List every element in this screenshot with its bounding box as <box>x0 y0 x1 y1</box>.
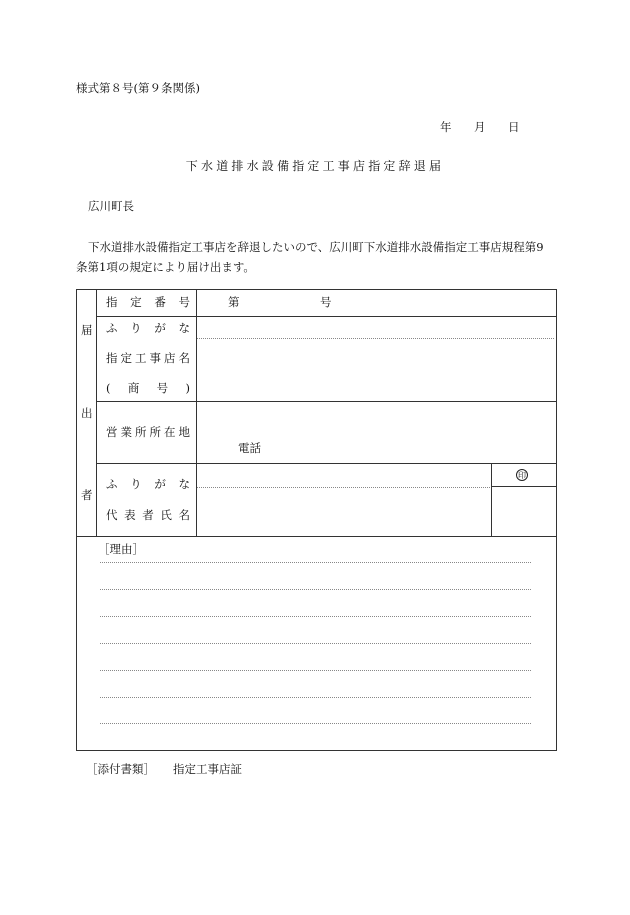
attachments <box>86 764 242 776</box>
reason-line <box>100 670 531 671</box>
rep-furigana-dotted-line <box>197 487 490 488</box>
document-title: 下水道排水設備指定工事店指定辞退届 <box>185 159 445 173</box>
reason-line <box>100 723 531 724</box>
phone-label: 電話 <box>238 441 261 455</box>
divider <box>96 463 557 464</box>
divider <box>96 289 97 537</box>
divider <box>76 536 557 537</box>
reason-label: ［理由］ <box>98 542 144 556</box>
divider <box>196 289 197 537</box>
rep-furigana-label: ふ り が な <box>106 477 190 491</box>
divider <box>491 486 557 487</box>
trade-name-label: ( 商 号 ) <box>106 381 190 395</box>
date-line <box>440 122 520 134</box>
furigana-dotted-line <box>197 338 554 339</box>
attachments-label: ［添付書類］ <box>86 762 155 776</box>
divider <box>96 316 557 317</box>
office-address-label: 営 業 所 所 在 地 <box>106 425 190 439</box>
reason-line <box>100 643 531 644</box>
applicant-char-1: 届 <box>81 323 93 337</box>
shop-name-label: 指 定 工 事 店 名 <box>106 351 190 365</box>
reason-line <box>100 697 531 698</box>
designation-number-label: 指 定 番 号 <box>106 295 190 309</box>
divider <box>96 401 557 402</box>
reason-line <box>100 616 531 617</box>
applicant-char-2: 出 <box>81 406 93 420</box>
date-year: 年 <box>440 120 452 134</box>
attachments-value: 指定工事店証 <box>173 762 242 776</box>
addressee: 広川町長 <box>88 199 134 213</box>
designation-prefix: 第 <box>228 295 240 309</box>
date-day: 日 <box>508 120 520 134</box>
form-number: 様式第８号(第９条関係) <box>76 81 200 95</box>
seal-mark: 印 <box>518 471 526 480</box>
reason-line <box>100 589 531 590</box>
furigana-label: ふ り が な <box>106 321 190 335</box>
designation-suffix: 号 <box>320 295 332 309</box>
rep-name-label: 代 表 者 氏 名 <box>106 508 190 522</box>
date-month: 月 <box>474 120 486 134</box>
applicant-char-3: 者 <box>81 488 93 502</box>
reason-line <box>100 562 531 563</box>
body-text: 下水道排水設備指定工事店を辞退したいので、広川町下水道排水設備指定工事店規程第9条第1項の規定により届け出ます。 <box>76 240 544 274</box>
divider <box>491 463 492 536</box>
